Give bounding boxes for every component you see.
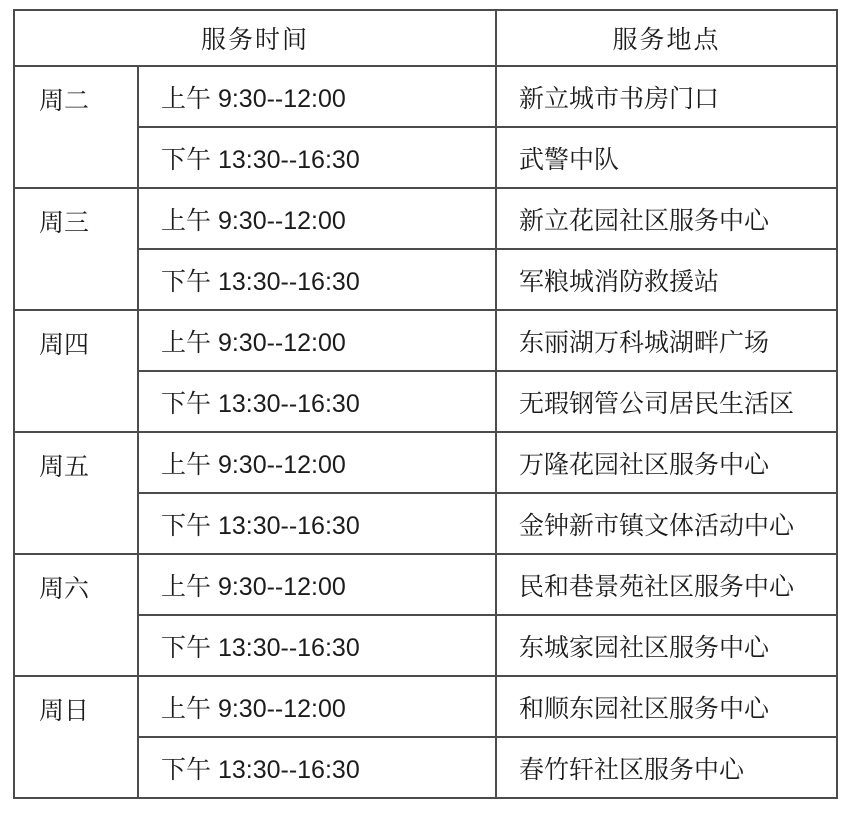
day-cell: 周六 xyxy=(14,554,138,676)
location-cell: 东城家园社区服务中心 xyxy=(496,615,837,676)
table-row xyxy=(14,249,837,310)
location-cell: 和顺东园社区服务中心 xyxy=(496,676,837,737)
time-cell: 上午 9:30--12:00 xyxy=(138,66,496,127)
location-cell: 军粮城消防救援站 xyxy=(496,249,837,310)
time-cell: 下午 13:30--16:30 xyxy=(138,127,496,188)
time-cell: 下午 13:30--16:30 xyxy=(138,371,496,432)
time-cell: 下午 13:30--16:30 xyxy=(138,737,496,798)
day-cell: 周日 xyxy=(14,676,138,798)
table-row xyxy=(14,371,837,432)
location-cell: 春竹轩社区服务中心 xyxy=(496,737,837,798)
header-row xyxy=(14,10,837,66)
location-cell: 民和巷景苑社区服务中心 xyxy=(496,554,837,615)
location-cell: 金钟新市镇文体活动中心 xyxy=(496,493,837,554)
table-row xyxy=(14,66,837,127)
table-row xyxy=(14,737,837,798)
service-schedule-table xyxy=(13,9,838,799)
day-cell: 周三 xyxy=(14,188,138,310)
table-row xyxy=(14,676,837,737)
time-cell: 下午 13:30--16:30 xyxy=(138,249,496,310)
location-cell: 新立城市书房门口 xyxy=(496,66,837,127)
location-cell: 万隆花园社区服务中心 xyxy=(496,432,837,493)
time-cell: 上午 9:30--12:00 xyxy=(138,554,496,615)
header-service-location: 服务地点 xyxy=(496,10,837,66)
location-cell: 新立花园社区服务中心 xyxy=(496,188,837,249)
location-cell: 无瑕钢管公司居民生活区 xyxy=(496,371,837,432)
location-cell: 东丽湖万科城湖畔广场 xyxy=(496,310,837,371)
table-row xyxy=(14,615,837,676)
time-cell: 上午 9:30--12:00 xyxy=(138,188,496,249)
table-row xyxy=(14,554,837,615)
time-cell: 上午 9:30--12:00 xyxy=(138,676,496,737)
time-cell: 上午 9:30--12:00 xyxy=(138,310,496,371)
table-row xyxy=(14,310,837,371)
table-row xyxy=(14,432,837,493)
time-cell: 上午 9:30--12:00 xyxy=(138,432,496,493)
day-cell: 周五 xyxy=(14,432,138,554)
table-row xyxy=(14,493,837,554)
time-cell: 下午 13:30--16:30 xyxy=(138,615,496,676)
time-cell: 下午 13:30--16:30 xyxy=(138,493,496,554)
table-row xyxy=(14,127,837,188)
table-row xyxy=(14,188,837,249)
schedule-body xyxy=(14,66,837,798)
header-service-time: 服务时间 xyxy=(14,10,496,66)
table-header xyxy=(14,10,837,66)
location-cell: 武警中队 xyxy=(496,127,837,188)
day-cell: 周二 xyxy=(14,66,138,188)
day-cell: 周四 xyxy=(14,310,138,432)
